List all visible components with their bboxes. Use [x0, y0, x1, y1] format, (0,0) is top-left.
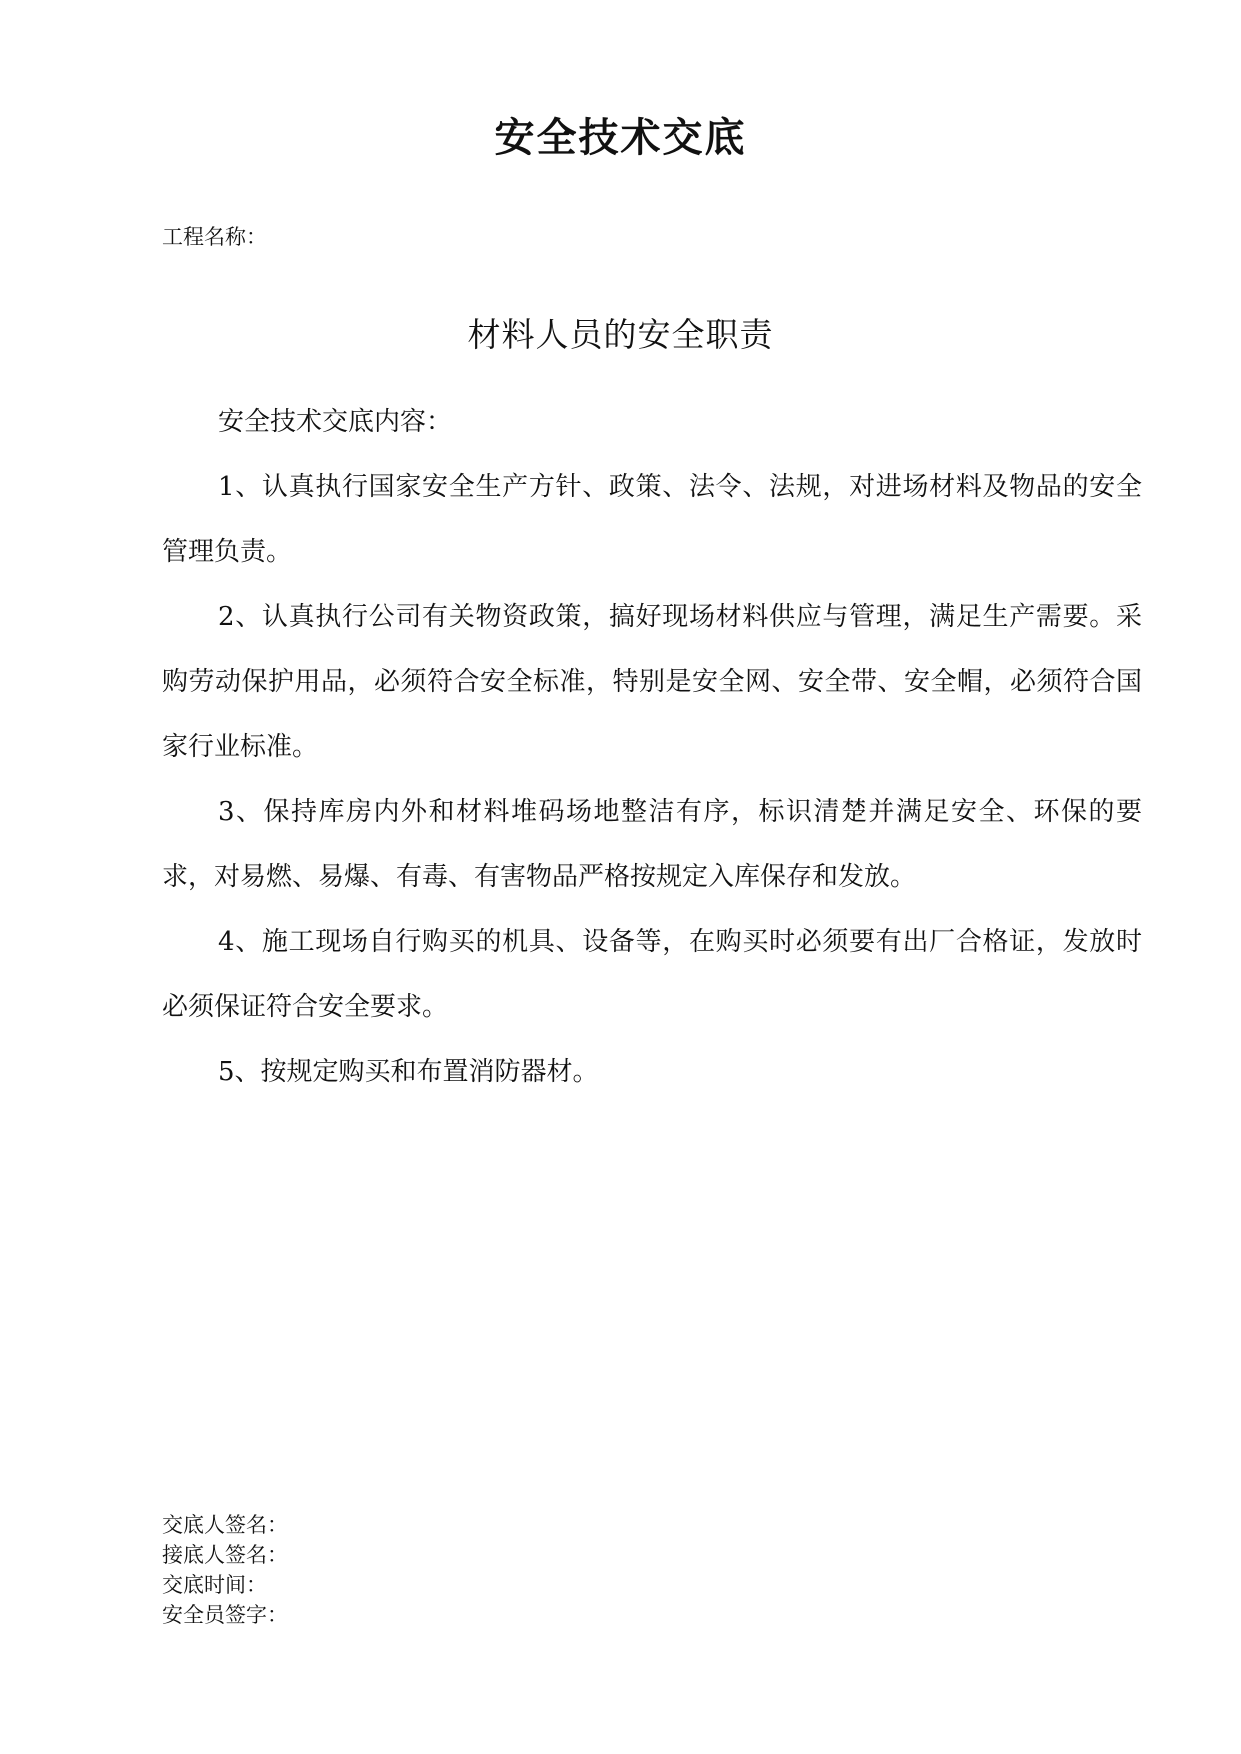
receiver-signature-label: 接底人签名： — [162, 1543, 288, 1567]
content-item-4: 4、施工现场自行购买的机具、设备等，在购买时必须要有出厂合格证，发放时必须保证符合安全要求。 — [162, 927, 1142, 1022]
content-body — [162, 390, 1142, 1105]
content-item-2: 2、认真执行公司有关物资政策，搞好现场材料供应与管理，满足生产需要。采购劳动保护用品，必须符合安全标准，特别是安全网、安全带、安全帽，必须符合国家行业标准。 — [162, 602, 1142, 762]
signature-block — [162, 1510, 288, 1630]
presenter-signature-label: 交底人签名： — [162, 1513, 288, 1537]
content-item-5: 5、按规定购买和布置消防器材。 — [218, 1057, 599, 1087]
date-label: 交底时间： — [162, 1573, 267, 1597]
content-item-3: 3、保持库房内外和材料堆码场地整洁有序，标识清楚并满足安全、环保的要求，对易燃、易爆、有毒、有害物品严格按规定入库保存和发放。 — [162, 797, 1142, 892]
content-item-1: 1、认真执行国家安全生产方针、政策、法令、法规，对进场材料及物品的安全管理负责。 — [162, 472, 1142, 567]
document-subtitle: 材料人员的安全职责 — [467, 315, 774, 354]
document-title: 安全技术交底 — [494, 115, 747, 161]
safety-officer-signature-label: 安全员签字： — [162, 1603, 288, 1627]
content-label: 安全技术交底内容： — [218, 407, 453, 437]
project-name-label: 工程名称： — [162, 225, 267, 249]
